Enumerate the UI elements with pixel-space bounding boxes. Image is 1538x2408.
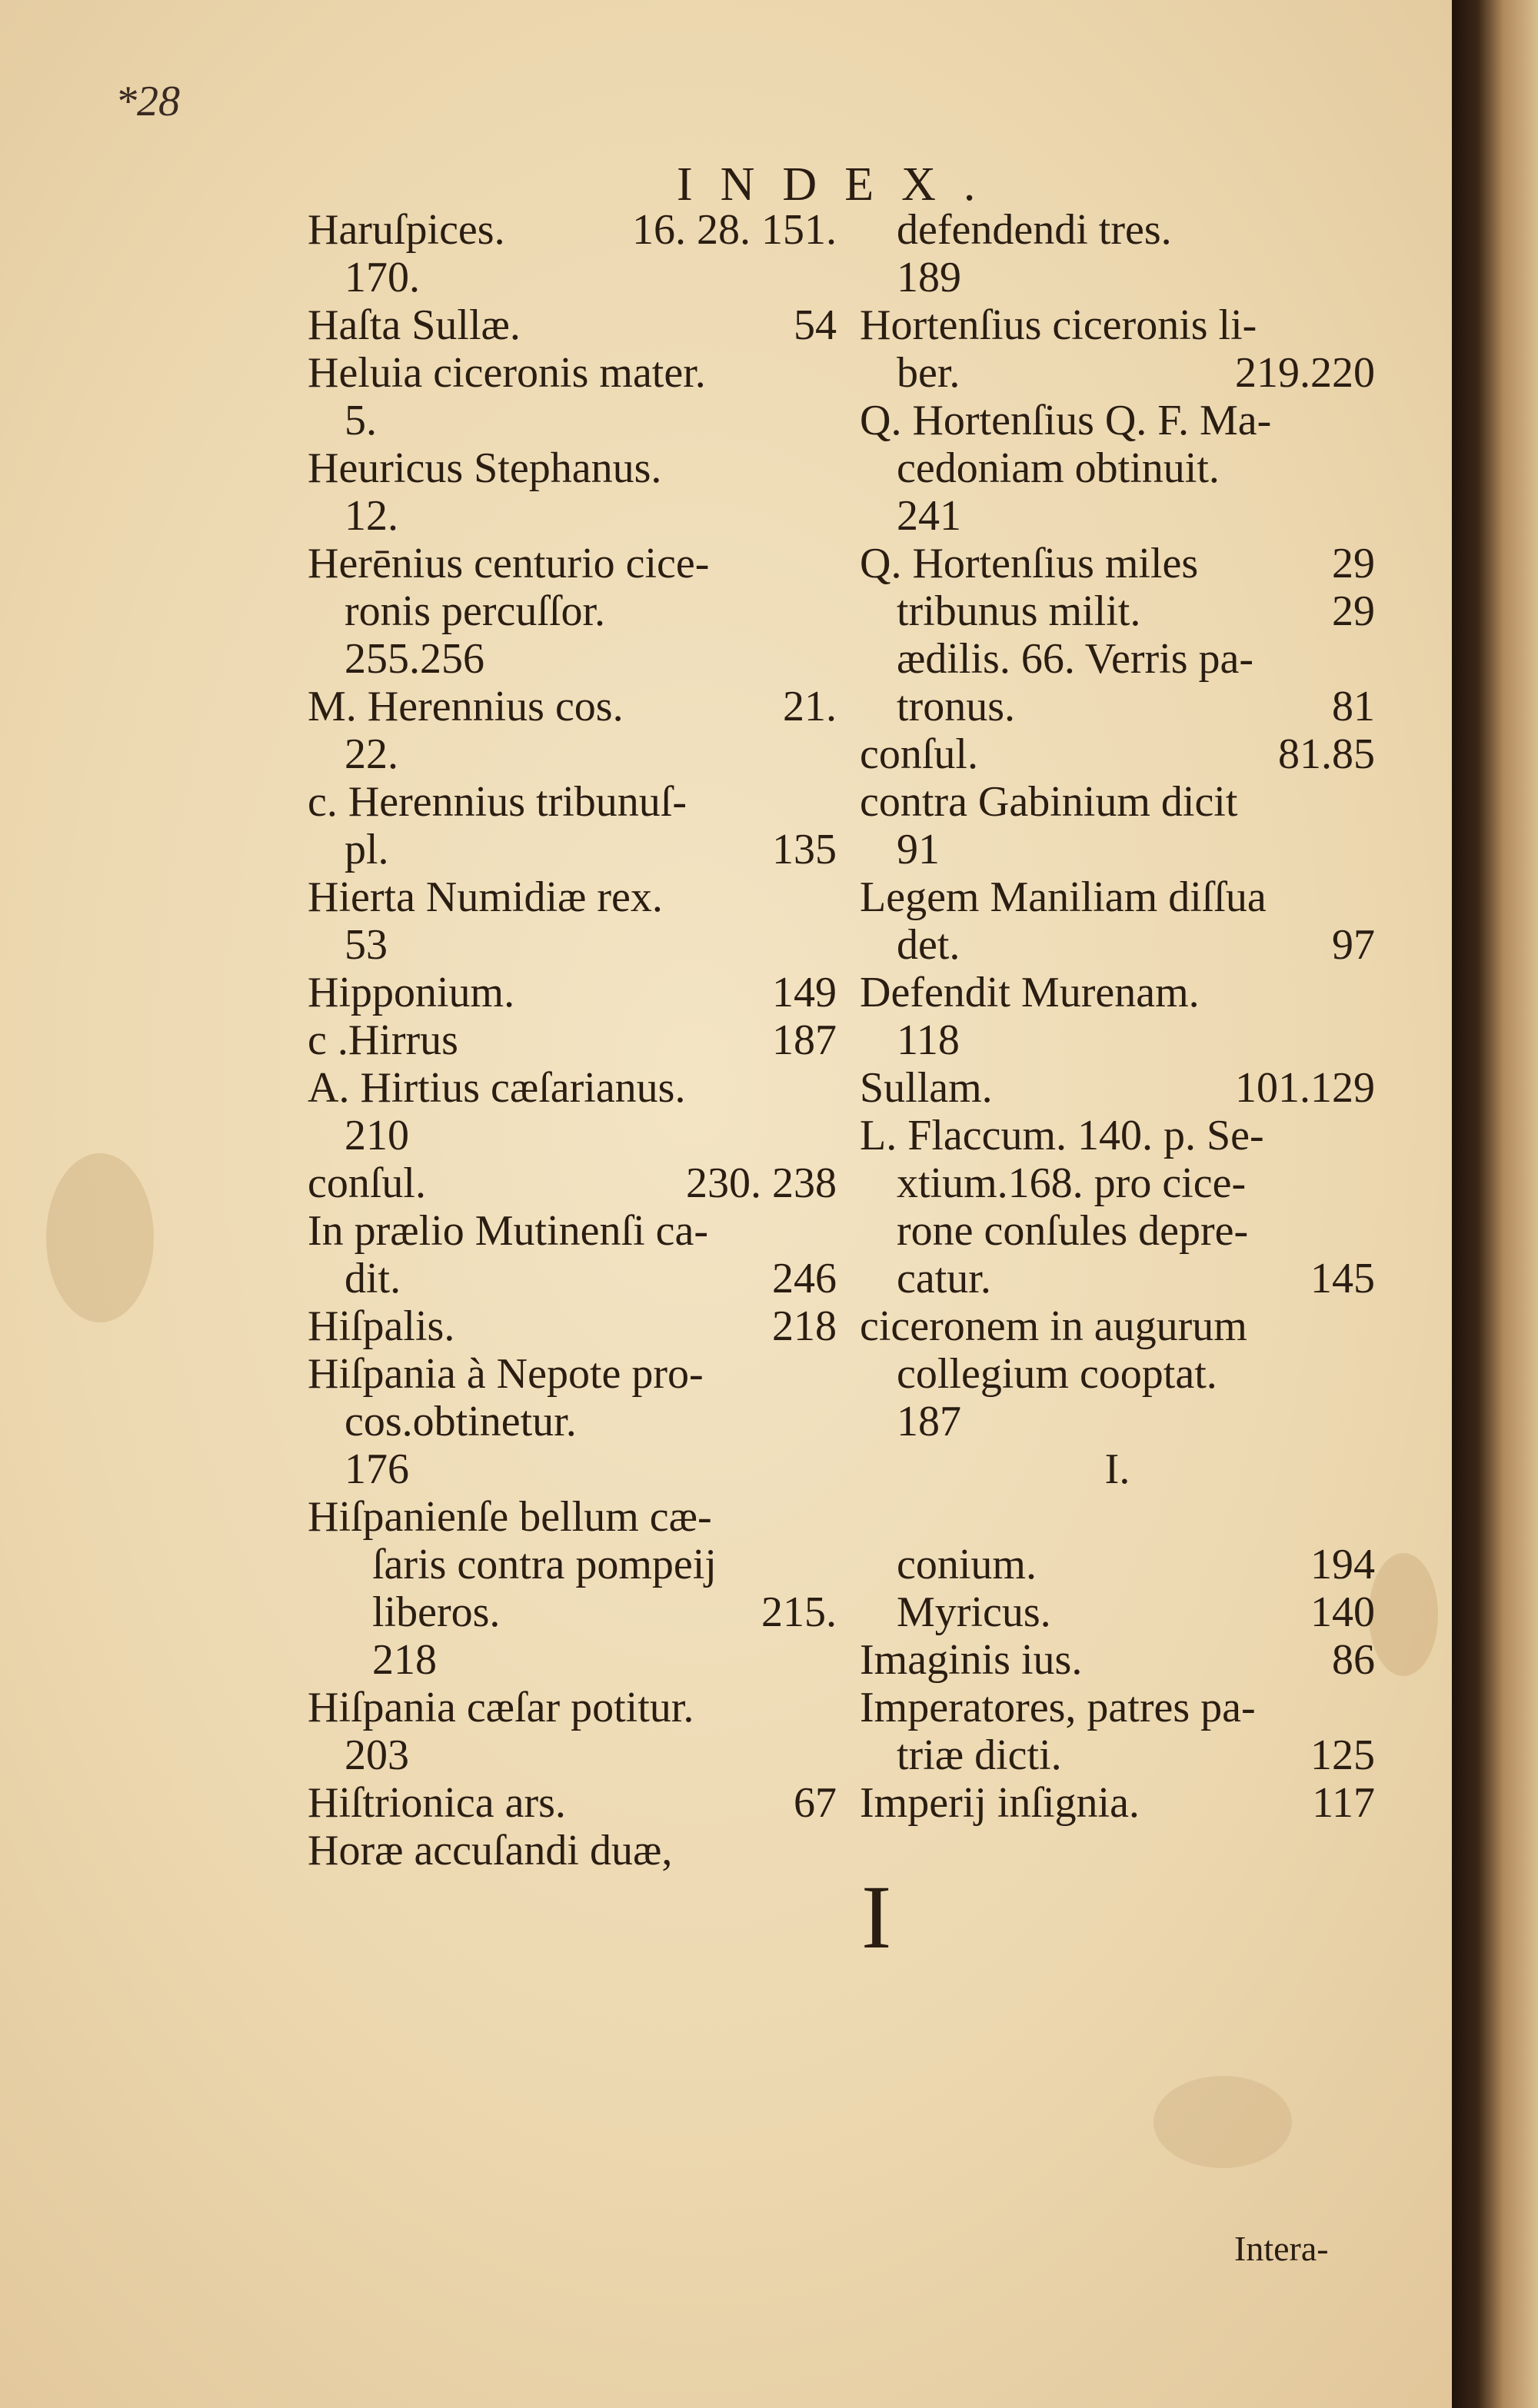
entry-page-ref: 125 xyxy=(1310,1731,1375,1779)
entry-text: In prælio Mutinenſi ca- xyxy=(308,1207,709,1255)
entry-text: cedoniam obtinuit. xyxy=(897,444,1220,492)
entry-text: tribunus milit. xyxy=(897,587,1141,635)
entry-text: 5. xyxy=(345,397,377,444)
index-entry xyxy=(308,301,837,349)
index-entry xyxy=(308,1064,837,1112)
index-entry xyxy=(860,1779,1375,1827)
index-entry xyxy=(308,1159,837,1207)
entry-text: pl. xyxy=(345,826,389,873)
paper-stain xyxy=(46,1153,154,1322)
index-entry xyxy=(860,873,1375,921)
entry-text: I. xyxy=(1104,1445,1130,1493)
entry-text: Heuricus Stephanus. xyxy=(308,444,662,492)
index-entry xyxy=(308,683,837,730)
index-entry xyxy=(308,1684,837,1731)
page-heading: INDEX. xyxy=(677,158,1004,211)
entry-page-ref: 117 xyxy=(1312,1779,1375,1827)
entry-text: A. Hirtius cæſarianus. xyxy=(308,1064,686,1112)
index-entry xyxy=(860,1541,1375,1588)
index-entry xyxy=(860,778,1375,826)
entry-text: 53 xyxy=(345,921,388,969)
entry-text: Sullam. xyxy=(860,1064,993,1112)
entry-text: Q. Hortenſius Q. F. Ma- xyxy=(860,397,1272,444)
entry-text: Haſta Sullæ. xyxy=(308,301,521,349)
index-entry xyxy=(860,1445,1375,1493)
index-entry xyxy=(308,1398,837,1445)
index-entry xyxy=(308,1541,837,1588)
entry-page-ref: 219.220 xyxy=(1235,349,1375,397)
index-entry xyxy=(308,1731,837,1779)
entry-text: defendendi tres. xyxy=(897,206,1172,254)
entry-text: xtium.168. pro cice- xyxy=(897,1159,1247,1207)
entry-text: Haruſpices. xyxy=(308,206,505,254)
index-entry xyxy=(860,1207,1375,1255)
entry-text: ronis percuſſor. xyxy=(345,587,606,635)
index-entry xyxy=(308,1779,837,1827)
entry-text: catur. xyxy=(897,1255,991,1302)
entry-page-ref: 97 xyxy=(1332,921,1375,969)
index-entry xyxy=(308,397,837,444)
index-column-left xyxy=(308,206,837,1874)
entry-text: rone conſules depre- xyxy=(897,1207,1249,1255)
index-entry xyxy=(308,921,837,969)
entry-text: ſaris contra pompeij xyxy=(372,1541,717,1588)
catchword: Intera- xyxy=(1234,2229,1329,2268)
entry-text: 255.256 xyxy=(345,635,484,683)
index-entry xyxy=(860,492,1375,540)
entry-text: det. xyxy=(897,921,960,969)
entry-text: c. Herennius tribunuſ- xyxy=(308,778,687,826)
entry-page-ref: 215. xyxy=(761,1588,837,1636)
entry-text: Legem Maniliam diſſua xyxy=(860,873,1267,921)
entry-text: ber. xyxy=(897,349,960,397)
entry-page-ref: 67 xyxy=(794,1779,837,1827)
index-entry xyxy=(308,826,837,873)
entry-text: Hierta Numidiæ rex. xyxy=(308,873,663,921)
index-entry xyxy=(860,1493,1375,1541)
index-entry xyxy=(860,349,1375,397)
entry-text: Herēnius centurio cice- xyxy=(308,540,710,587)
entry-text: Hiſpanienſe bellum cæ- xyxy=(308,1493,712,1541)
entry-text: 241 xyxy=(897,492,961,540)
entry-page-ref: 81.85 xyxy=(1278,730,1375,778)
entry-page-ref: 218 xyxy=(772,1302,837,1350)
index-entry xyxy=(308,1302,837,1350)
entry-text: 189 xyxy=(897,254,961,301)
index-entry xyxy=(308,1255,837,1302)
index-entry xyxy=(860,635,1375,683)
paper-stain xyxy=(1154,2076,1292,2168)
index-entry xyxy=(860,1016,1375,1064)
index-entry xyxy=(860,1302,1375,1350)
entry-text: triæ dicti. xyxy=(897,1731,1062,1779)
index-entry xyxy=(308,444,837,492)
entry-page-ref: 149 xyxy=(772,969,837,1016)
index-entry xyxy=(860,444,1375,492)
entry-page-ref: 246 xyxy=(772,1255,837,1302)
index-entry xyxy=(308,206,837,254)
entry-text: collegium cooptat. xyxy=(897,1350,1217,1398)
entry-text: 203 xyxy=(345,1731,409,1779)
index-entry xyxy=(308,540,837,587)
index-entry xyxy=(860,301,1375,349)
entry-text: 218 xyxy=(372,1636,437,1684)
entry-text: L. Flaccum. 140. p. Se- xyxy=(860,1112,1264,1159)
index-entry xyxy=(860,921,1375,969)
entry-page-ref: 29 xyxy=(1332,587,1375,635)
index-entry xyxy=(860,1684,1375,1731)
page-number: *28 xyxy=(115,78,180,125)
index-entry xyxy=(308,635,837,683)
entry-text: Hiſtrionica ars. xyxy=(308,1779,566,1827)
index-entry xyxy=(860,1159,1375,1207)
entry-text: Horæ accuſandi duæ, xyxy=(308,1827,673,1874)
entry-text: cos.obtinetur. xyxy=(345,1398,577,1445)
index-entry xyxy=(860,1398,1375,1445)
index-entry xyxy=(308,969,837,1016)
entry-text: c .Hirrus xyxy=(308,1016,458,1064)
entry-text: 12. xyxy=(345,492,398,540)
entry-page-ref: 16. 28. 151. xyxy=(632,206,837,254)
entry-page-ref: 187 xyxy=(772,1016,837,1064)
entry-text: conſul. xyxy=(860,730,978,778)
entry-text: 118 xyxy=(897,1016,960,1064)
entry-page-ref: 135 xyxy=(772,826,837,873)
paper-stain xyxy=(1369,1553,1438,1676)
index-entry xyxy=(308,1350,837,1398)
entry-text: ciceronem in augurum xyxy=(860,1302,1247,1350)
entry-text: 187 xyxy=(897,1398,961,1445)
index-entry xyxy=(860,587,1375,635)
entry-page-ref: 21. xyxy=(783,683,837,730)
index-entry xyxy=(860,1588,1375,1636)
index-entry xyxy=(308,1827,837,1874)
index-entry xyxy=(860,730,1375,778)
entry-text: Defendit Murenam. xyxy=(860,969,1200,1016)
entry-text: Hiſpalis. xyxy=(308,1302,455,1350)
index-entry xyxy=(308,1636,837,1684)
index-entry xyxy=(860,540,1375,587)
index-entry xyxy=(308,587,837,635)
entry-text: Hiſpania cæſar potitur. xyxy=(308,1684,694,1731)
entry-text: Hipponium. xyxy=(308,969,515,1016)
entry-page-ref: 140 xyxy=(1310,1588,1375,1636)
index-entry xyxy=(308,1207,837,1255)
entry-text: 22. xyxy=(345,730,398,778)
entry-text: Myricus. xyxy=(897,1588,1051,1636)
index-entry xyxy=(308,730,837,778)
index-entry xyxy=(860,206,1375,254)
book-gutter xyxy=(1452,0,1538,2408)
entry-text: dit. xyxy=(345,1255,401,1302)
entry-text: Imaginis ius. xyxy=(860,1636,1083,1684)
section-initial: I xyxy=(861,1867,892,1967)
entry-page-ref: 86 xyxy=(1332,1636,1375,1684)
index-entry xyxy=(308,254,837,301)
entry-text: 91 xyxy=(897,826,940,873)
entry-text: contra Gabinium dicit xyxy=(860,778,1238,826)
entry-text: conium. xyxy=(897,1541,1037,1588)
entry-text: Hiſpania à Nepote pro- xyxy=(308,1350,704,1398)
entry-text: conſul. xyxy=(308,1159,426,1207)
index-entry xyxy=(308,1493,837,1541)
entry-text: 170. xyxy=(345,254,420,301)
index-entry xyxy=(860,1255,1375,1302)
entry-text: M. Herennius cos. xyxy=(308,683,624,730)
index-entry xyxy=(308,349,837,397)
entry-page-ref: 29 xyxy=(1332,540,1375,587)
entry-text: 210 xyxy=(345,1112,409,1159)
entry-page-ref: 230. 238 xyxy=(686,1159,837,1207)
index-entry xyxy=(860,397,1375,444)
entry-page-ref: 101.129 xyxy=(1235,1064,1375,1112)
index-entry xyxy=(860,969,1375,1016)
index-entry xyxy=(860,1731,1375,1779)
index-entry xyxy=(860,1636,1375,1684)
index-entry xyxy=(860,254,1375,301)
index-entry xyxy=(860,1112,1375,1159)
index-entry xyxy=(308,1445,837,1493)
index-entry xyxy=(308,1112,837,1159)
entry-text: Imperatores, patres pa- xyxy=(860,1684,1256,1731)
entry-text: Q. Hortenſius miles xyxy=(860,540,1199,587)
entry-page-ref: 145 xyxy=(1310,1255,1375,1302)
entry-page-ref: 81 xyxy=(1332,683,1375,730)
index-entry xyxy=(308,778,837,826)
index-entry xyxy=(308,1588,837,1636)
entry-text: liberos. xyxy=(372,1588,501,1636)
index-entry xyxy=(308,873,837,921)
index-entry xyxy=(860,683,1375,730)
entry-text: Imperij inſignia. xyxy=(860,1779,1140,1827)
index-column-right xyxy=(860,206,1375,1827)
entry-text: Heluia ciceronis mater. xyxy=(308,349,706,397)
index-entry xyxy=(860,1064,1375,1112)
index-entry xyxy=(860,1350,1375,1398)
entry-page-ref: 54 xyxy=(794,301,837,349)
entry-page-ref: 194 xyxy=(1310,1541,1375,1588)
entry-text: 176 xyxy=(345,1445,409,1493)
index-entry xyxy=(860,826,1375,873)
entry-text: ædilis. 66. Verris pa- xyxy=(897,635,1254,683)
entry-text: Hortenſius ciceronis li- xyxy=(860,301,1257,349)
index-entry xyxy=(308,492,837,540)
entry-text: tronus. xyxy=(897,683,1015,730)
index-entry xyxy=(308,1016,837,1064)
